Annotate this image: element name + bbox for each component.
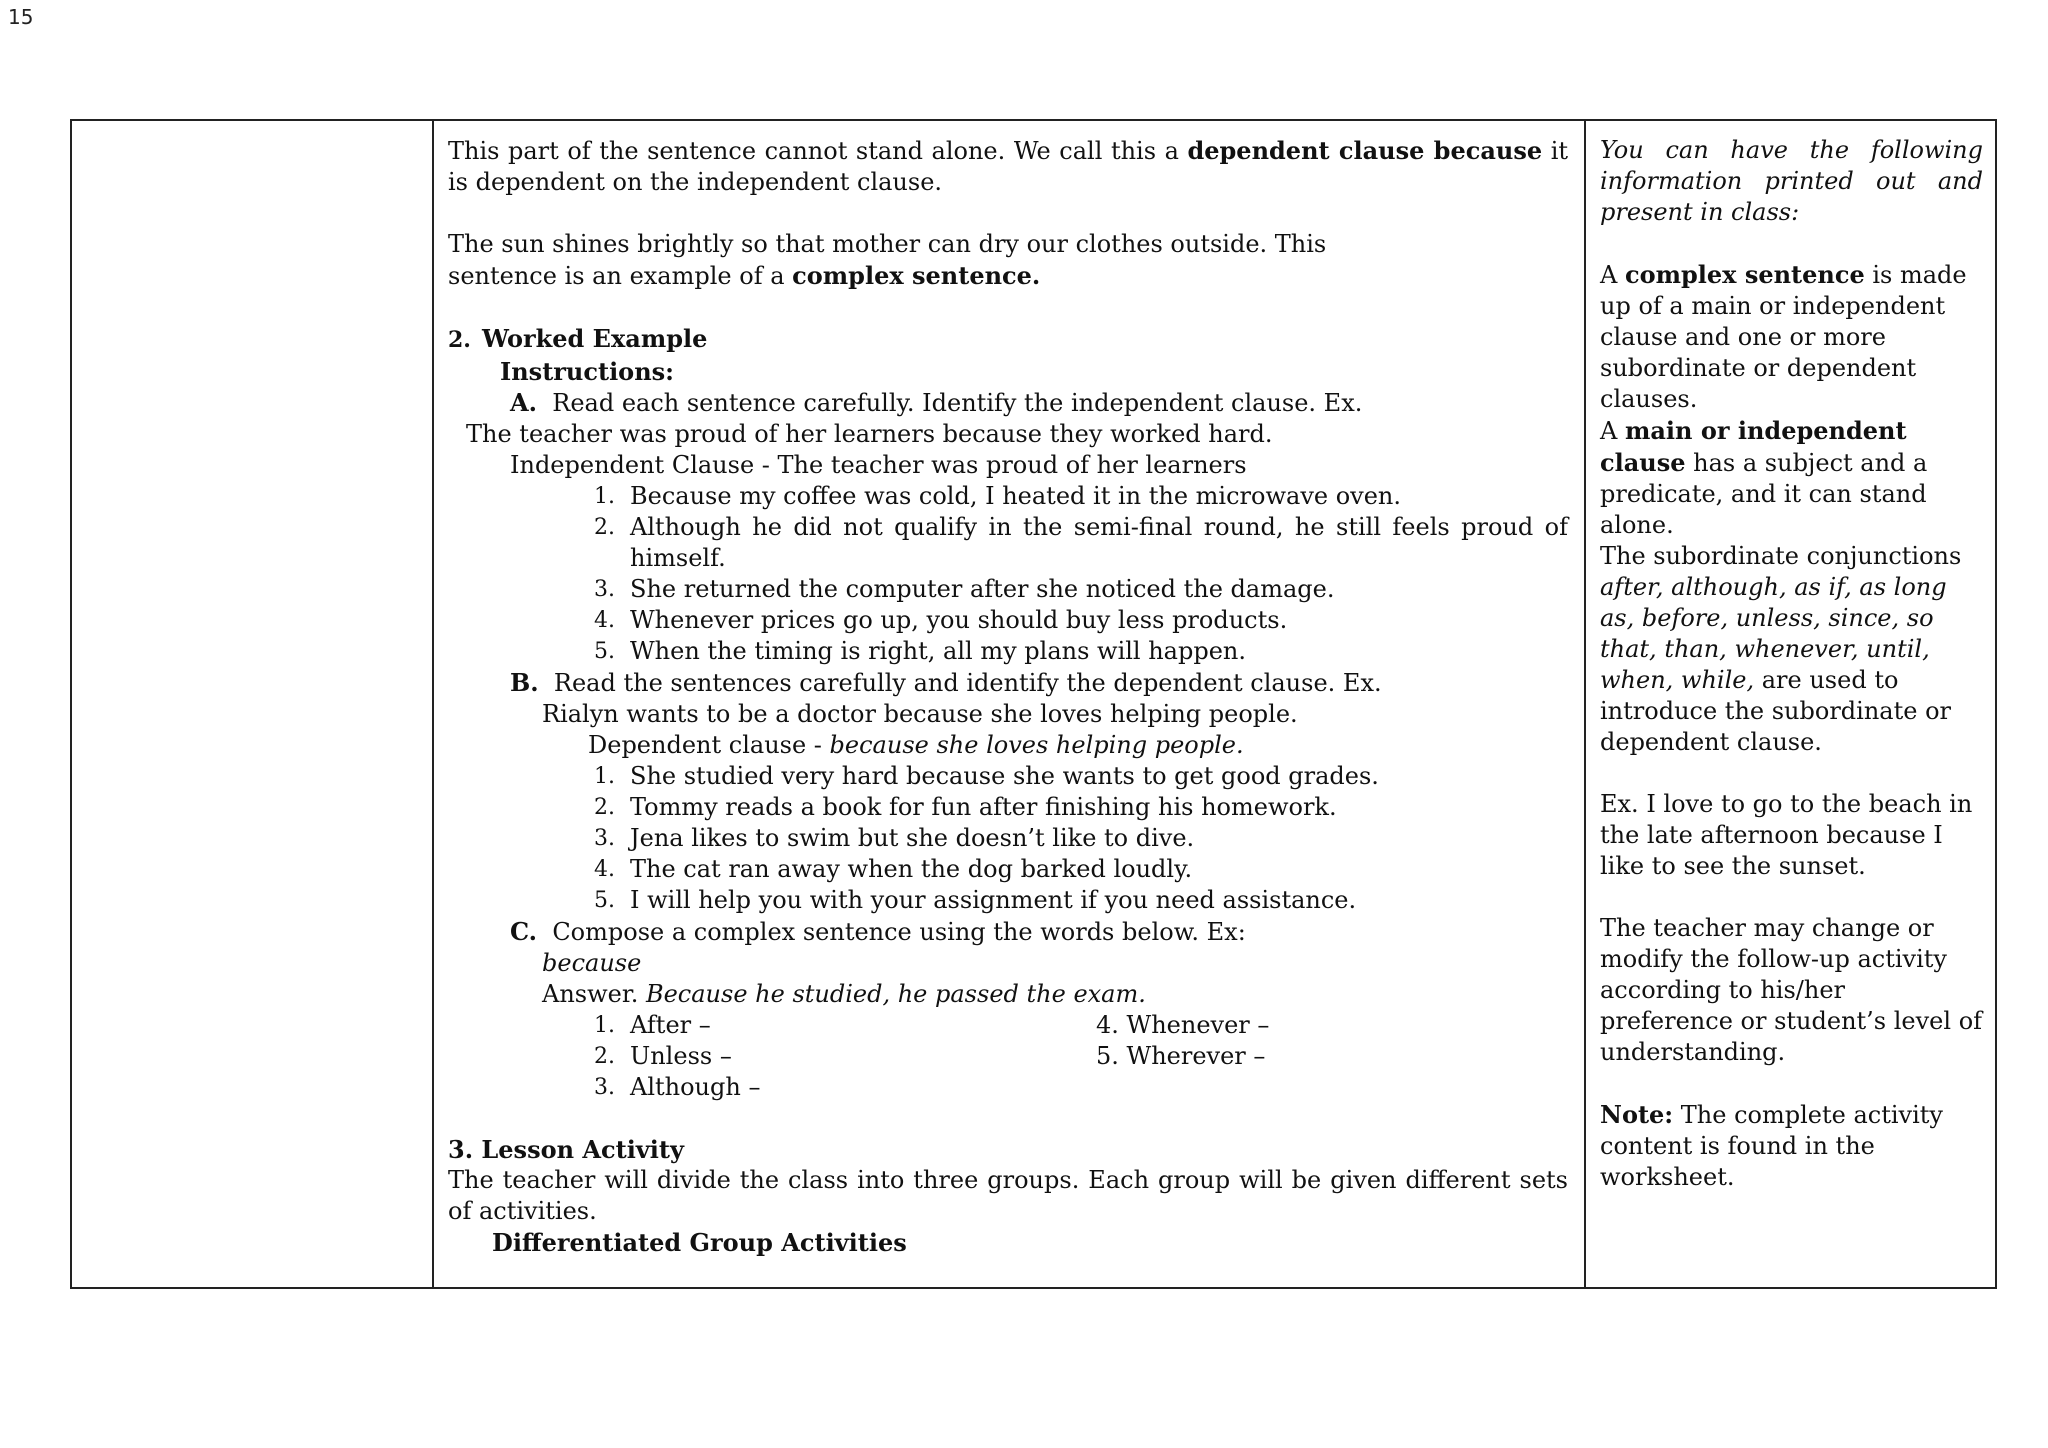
- left-column: [72, 121, 434, 1287]
- worked-example-heading: 2. Worked Example: [448, 324, 708, 353]
- teacher-modify-note: The teacher may change or modify the follow-up activity according to his/her preference or student’s level of understanding.: [1600, 914, 1983, 1066]
- list-item: 1. Because my coffee was cold, I heated it in the microwave oven.: [594, 482, 1401, 510]
- part-c-answer: Answer. Because he studied, he passed the exam.: [542, 980, 1146, 1008]
- main-clause-definition: A main or independent clause has a subject and a predicate, and it can stand alone.: [1600, 416, 1928, 539]
- notes-example: Ex. I love to go to the beach in the late afternoon because I like to see the sunset.: [1600, 790, 1973, 880]
- complex-sentence-definition: A complex sentence is made up of a main or independent clause and one or more subordinate or dependent clauses.: [1600, 260, 1967, 413]
- list-item: 2. Unless –: [594, 1042, 732, 1070]
- list-item: 3. She returned the computer after she noticed the damage.: [594, 575, 1335, 603]
- intro-paragraph-2: The sun shines brightly so that mother can dry our clothes outside. This sentence is an example of a complex sentence.: [448, 230, 1327, 290]
- subordinate-conjunctions-note: The subordinate conjunctions after, although, as if, as long as, before, unless, since, so that, than, whenever, until, when, while, are used to introduce the subordinate or dependent clause.: [1600, 542, 1962, 756]
- part-a-example: The teacher was proud of her learners because they worked hard.: [466, 420, 1273, 448]
- list-item: 1. She studied very hard because she wants to get good grades.: [594, 762, 1379, 790]
- list-item: 2. Tommy reads a book for fun after finishing his homework.: [594, 793, 1337, 821]
- list-item: 5. I will help you with your assignment if you need assistance.: [594, 886, 1357, 914]
- part-c-instruction: C. Compose a complex sentence using the words below. Ex:: [510, 917, 1246, 946]
- complex-sentence-term: complex sentence.: [792, 261, 1041, 290]
- list-item: 3. Although –: [594, 1073, 761, 1101]
- list-item: 3. Jena likes to swim but she doesn’t like to dive.: [594, 824, 1195, 852]
- list-item: 4. The cat ran away when the dog barked loudly.: [594, 855, 1193, 883]
- list-item: 4. Whenever prices go up, you should buy less products.: [594, 606, 1288, 634]
- page-number: 15: [8, 5, 34, 29]
- part-b-example: Rialyn wants to be a doctor because she loves helping people.: [542, 700, 1298, 728]
- part-a-list: [448, 481, 1568, 667]
- lesson-table: [70, 119, 1997, 1289]
- part-b-instruction: B. Read the sentences carefully and identify the dependent clause. Ex.: [510, 668, 1382, 697]
- part-c-list: [448, 1010, 1568, 1103]
- part-a-answer: Independent Clause - The teacher was proud of her learners: [510, 451, 1247, 479]
- list-item: 5. Wherever –: [1096, 1042, 1266, 1070]
- instructions-label: Instructions:: [500, 357, 675, 386]
- part-a-instruction: A. Read each sentence carefully. Identify the independent clause. Ex.: [510, 388, 1363, 417]
- lesson-activity-text: The teacher will divide the class into three groups. Each group will be given different sets of activities.: [448, 1166, 1568, 1225]
- notes-intro: You can have the following information printed out and present in class:: [1600, 136, 1983, 226]
- differentiated-activities-heading: Differentiated Group Activities: [492, 1228, 907, 1257]
- worksheet-note: Note: The complete activity content is found in the worksheet.: [1600, 1100, 1943, 1191]
- list-item: 4. Whenever –: [1096, 1011, 1270, 1039]
- lesson-activity-heading: 3. Lesson Activity: [448, 1135, 684, 1164]
- part-b-answer: Dependent clause - because she loves helping people.: [588, 731, 1244, 759]
- part-c-example-word: because: [542, 949, 642, 977]
- list-item: 2. Although he did not qualify in the semi-final round, he still feels proud of himself.: [594, 513, 1568, 572]
- part-b-list: [448, 761, 1568, 916]
- list-item: 1. After –: [594, 1011, 711, 1039]
- main-column: [434, 121, 1586, 1287]
- dependent-clause-term: dependent clause because: [1187, 136, 1543, 165]
- list-item: 5. When the timing is right, all my plans will happen.: [594, 637, 1247, 665]
- teacher-notes-column: [1586, 121, 1995, 1287]
- intro-paragraph-1: This part of the sentence cannot stand alone. We call this a dependent clause because it is dependent on the independent clause.: [448, 136, 1569, 196]
